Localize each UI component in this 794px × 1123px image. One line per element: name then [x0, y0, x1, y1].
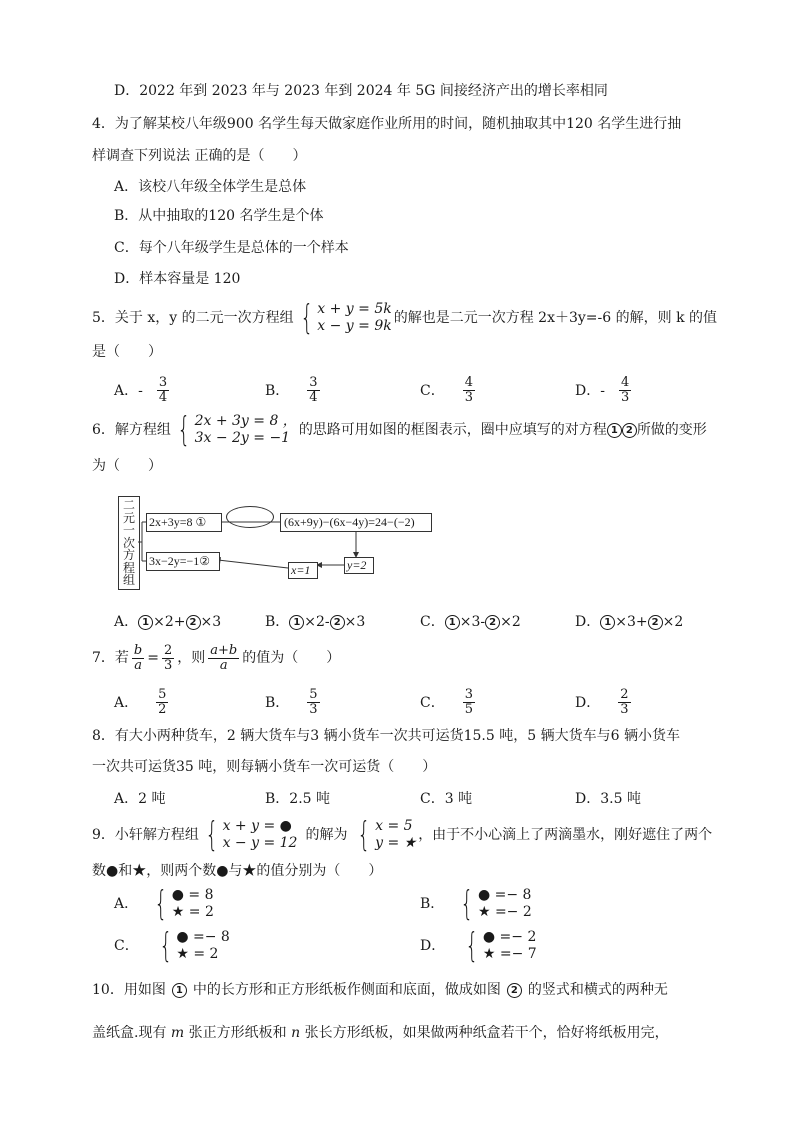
- q8-option-c[interactable]: C．3 吨: [420, 791, 473, 807]
- brace-icon: {: [177, 410, 191, 450]
- q9-option-a-system: [150, 884, 214, 924]
- q6-stem-line1: [92, 411, 707, 449]
- q7-post: 的值为（ ）: [242, 650, 341, 666]
- q10-var-m: m: [170, 1025, 185, 1041]
- circled-two-icon: 2: [485, 615, 500, 630]
- diagram-ellipse: [226, 506, 274, 528]
- q9-solution: [353, 815, 417, 855]
- q6-stem-line2: 为（ ）: [92, 458, 162, 474]
- q9-option-a-label: A．: [114, 896, 139, 912]
- fraction-numerator: a+b: [210, 642, 238, 658]
- fraction-denominator: 5: [464, 702, 473, 717]
- operator: ×2: [662, 614, 684, 630]
- q7-fraction-b-over-a: [132, 644, 144, 673]
- fraction-numerator: 3: [158, 375, 168, 390]
- q6-option-a[interactable]: [114, 613, 221, 631]
- q4-option-a[interactable]: A．该校八年级全体学生是总体: [114, 179, 307, 195]
- q5-pre: 5．关于 x，y 的二元一次方程组: [92, 310, 294, 326]
- fraction-numerator: 2: [163, 642, 173, 658]
- q7-fraction-two-thirds: [162, 644, 174, 673]
- q9-eq2: x − y = 12: [222, 835, 298, 851]
- q9-sol-x: x = 5: [375, 818, 413, 834]
- brace-icon: {: [357, 815, 371, 855]
- q8-option-a[interactable]: A．2 吨: [114, 791, 166, 807]
- fraction-numerator: 5: [309, 687, 318, 702]
- brace-icon: {: [159, 926, 173, 966]
- q9-option-c-row2: ★ = 2: [176, 946, 219, 962]
- diagram-connectors: [114, 492, 444, 592]
- q5-option-c-label: C．: [420, 382, 445, 399]
- q9-option-d[interactable]: [420, 926, 539, 966]
- q4-option-b[interactable]: B．从中抽取的120 名学生是个体: [114, 208, 324, 224]
- q7-pre: 7．若: [92, 650, 129, 666]
- q4-stem-line1: 4．为了解某校八年级900 名学生每天做家庭作业所用的时间，随机抽取其中120 名学生进行抽: [92, 116, 682, 132]
- fraction-denominator: 3: [464, 390, 473, 405]
- q10-stem-line1: [92, 981, 668, 999]
- q6-flow-diagram: [114, 492, 444, 592]
- q6-option-b-label: B．: [265, 614, 290, 630]
- fraction-numerator: 5: [158, 687, 167, 702]
- q8-stem-line1: 8．有大小两种货车，2 辆大货车与3 辆小货车一次共可运货15.5 吨，5 辆大货车与6 辆小货车: [92, 728, 680, 744]
- q9-system: [201, 815, 298, 855]
- q4-stem-line2: 样调查下列说法 正确的是（ ）: [92, 148, 307, 164]
- q5-option-c[interactable]: [420, 376, 478, 405]
- q9-pre: 9．小轩解方程组: [92, 827, 199, 843]
- q5-stem-line2: 是（ ）: [92, 344, 162, 360]
- fraction-numerator: 4: [464, 375, 473, 390]
- q8-option-d[interactable]: D．3.5 吨: [575, 791, 641, 807]
- operator: ×3+: [615, 614, 648, 630]
- q9-stem-line1: [92, 815, 712, 855]
- q3-option-d[interactable]: D．2022 年到 2023 年与 2023 年到 2024 年 5G 间接经济产出的增长率相同: [114, 83, 608, 99]
- side-char: 二: [122, 498, 135, 513]
- fraction-numerator: 3: [464, 687, 473, 702]
- fraction-denominator: 4: [158, 390, 168, 405]
- fraction-numerator: b: [133, 642, 143, 658]
- operator: ×3: [200, 614, 222, 630]
- q8-option-b[interactable]: B．2.5 吨: [265, 791, 331, 807]
- q7-option-d-label: D．: [575, 694, 601, 711]
- operator: ×3: [344, 614, 366, 630]
- q9-option-d-label: D．: [420, 938, 446, 954]
- q5-option-d[interactable]: [575, 376, 634, 405]
- q6-pre: 6．解方程组: [92, 422, 171, 438]
- q9-option-b[interactable]: [420, 884, 534, 924]
- q5-option-b[interactable]: [265, 376, 323, 405]
- q10-line2-b: 张正方形纸板和: [184, 1025, 292, 1041]
- q10-line2-c: 张长方形纸板，如果做两种纸盒若干个，恰好将纸板用完，: [300, 1025, 669, 1041]
- circled-one-icon: 1: [600, 615, 615, 630]
- q9-option-a[interactable]: [114, 884, 216, 924]
- operator: ×2+: [153, 614, 186, 630]
- q7-option-c[interactable]: [420, 688, 478, 717]
- fraction-denominator: 2: [158, 702, 167, 717]
- q5-stem-line1: [92, 299, 717, 337]
- brace-icon: {: [460, 884, 474, 924]
- brace-icon: {: [154, 884, 168, 924]
- fraction-numerator: 4: [620, 375, 630, 390]
- q7-option-c-fraction: [463, 688, 475, 717]
- q9-option-b-row1: ● =− 8: [477, 887, 532, 903]
- q6-option-d[interactable]: [575, 613, 683, 631]
- q9-eq1: x + y = ●: [222, 818, 292, 834]
- circled-two-icon: 2: [648, 615, 663, 630]
- q5-option-a-fraction: [157, 376, 169, 405]
- q9-option-b-label: B．: [420, 896, 445, 912]
- q10-mid1: 中的长方形和正方形纸板作侧面和底面，做成如图: [192, 982, 501, 998]
- circled-two-icon: 2: [507, 983, 522, 998]
- circled-two-icon: 2: [186, 615, 201, 630]
- fraction-denominator: a: [219, 657, 228, 673]
- q9-post: ，由于不小心滴上了两滴墨水，刚好遮住了两个: [418, 827, 713, 843]
- q5-option-c-fraction: [463, 376, 475, 405]
- diagram-box-y: y=2: [344, 557, 374, 574]
- q5-option-a-label: A．-: [114, 382, 143, 399]
- q9-option-b-row2: ★ =− 2: [477, 904, 532, 920]
- q7-stem: [92, 641, 340, 675]
- q7-option-a-fraction: [156, 688, 168, 717]
- q6-eq1: 2x + 3y = 8 ，: [194, 413, 297, 429]
- q6-post2: 所做的变形: [636, 422, 707, 438]
- q9-option-c-row1: ● =− 8: [176, 929, 230, 945]
- q5-option-b-label: B．: [265, 382, 290, 399]
- q5-option-a[interactable]: [114, 376, 172, 405]
- diagram-box-x: x=1: [288, 562, 318, 579]
- fraction-denominator: 3: [309, 702, 318, 717]
- q9-option-d-row1: ● =− 2: [482, 929, 537, 945]
- q6-option-c-label: C．: [420, 614, 445, 630]
- q5-option-d-label: D．-: [575, 382, 605, 399]
- q6-system: [173, 410, 297, 450]
- q10-line2-a: 盖纸盒.现有: [92, 1025, 171, 1041]
- side-char: 程: [122, 560, 135, 575]
- brace-icon: {: [205, 815, 219, 855]
- circled-one-icon: 1: [172, 983, 187, 998]
- q10-post1: 的竖式和横式的两种无: [527, 982, 668, 998]
- q6-post: 的思路可用如图的框图表示，圈中应填写的对方程: [298, 422, 607, 438]
- fraction-denominator: 3: [620, 390, 630, 405]
- side-char: 次: [122, 535, 135, 550]
- operator: ×2-: [304, 614, 330, 630]
- circled-one-icon: 1: [445, 615, 460, 630]
- q9-option-b-system: [456, 884, 532, 924]
- circled-one-icon: 1: [607, 423, 622, 438]
- circled-two-icon: 2: [622, 423, 637, 438]
- q8-stem-line2: 一次共可运货35 吨，则每辆小货车一次可运货（ ）: [92, 759, 437, 775]
- side-char: 方: [122, 548, 135, 563]
- q5-option-d-fraction: [619, 376, 631, 405]
- q9-option-c-system: [155, 926, 230, 966]
- fraction-denominator: a: [134, 657, 142, 673]
- q9-option-c-label: C．: [114, 938, 139, 954]
- fraction-denominator: 4: [309, 390, 318, 405]
- q10-pre: 10．用如图: [92, 982, 166, 998]
- q6-eq2: 3x − 2y = −1: [194, 430, 291, 446]
- side-char: 一: [122, 523, 135, 538]
- q5-post: 的解也是二元一次方程 2x＋3y=-6 的解，则 k 的值: [393, 310, 718, 326]
- q7-option-b-fraction: [307, 688, 319, 717]
- q7-option-a-label: A．: [114, 694, 139, 711]
- q7-option-a[interactable]: [114, 688, 171, 717]
- q5-option-b-fraction: [307, 376, 319, 405]
- q9-option-c[interactable]: [114, 926, 232, 966]
- fraction-numerator: 3: [309, 375, 318, 390]
- q9-option-a-row2: ★ = 2: [171, 904, 214, 920]
- q4-option-d[interactable]: D．样本容量是 120: [114, 271, 241, 287]
- q6-option-c[interactable]: [420, 613, 521, 631]
- operator: ×3-: [459, 614, 486, 630]
- q7-option-b-label: B．: [265, 694, 290, 711]
- fraction-denominator: 3: [163, 657, 173, 673]
- q7-option-d[interactable]: [575, 688, 634, 717]
- q4-option-c[interactable]: C．每个八年级学生是总体的一个样本: [114, 240, 349, 256]
- side-char: 元: [122, 510, 135, 525]
- q6-option-a-label: A．: [114, 614, 139, 630]
- circled-two-icon: 2: [330, 615, 345, 630]
- q10-stem-line2: [92, 1024, 669, 1042]
- q7-equals: =: [147, 650, 159, 666]
- q9-option-d-system: [461, 926, 537, 966]
- circled-one-icon: 1: [138, 615, 153, 630]
- q9-stem-line2: 数●和★，则两个数●与★的值分别为（ ）: [92, 863, 383, 879]
- q6-option-d-label: D．: [575, 614, 601, 630]
- operator: ×2: [500, 614, 521, 630]
- q5-eq1: x + y = 5k: [317, 301, 392, 317]
- q9-option-d-row2: ★ =− 7: [482, 946, 537, 962]
- brace-icon: {: [465, 926, 479, 966]
- side-char: 组: [122, 573, 135, 588]
- fraction-numerator: 2: [620, 687, 629, 702]
- q7-option-c-label: C．: [420, 694, 445, 711]
- brace-icon: {: [299, 298, 313, 338]
- q7-option-b[interactable]: [265, 688, 323, 717]
- q9-mid: 的解为: [305, 827, 348, 843]
- q7-option-d-fraction: [618, 688, 630, 717]
- q7-mid: ，则: [177, 650, 206, 666]
- q5-eq2: x − y = 9k: [317, 318, 392, 334]
- diagram-box-equation1: 2x+3y=8 ①: [146, 513, 222, 532]
- q10-var-n: n: [291, 1025, 301, 1041]
- q6-option-b[interactable]: [265, 613, 365, 631]
- diagram-box-equation2: 3x−2y=−1②: [146, 552, 220, 571]
- diagram-box-subtraction: (6x+9y)−(6x−4y)=24−(−2): [280, 513, 432, 532]
- circled-one-icon: 1: [289, 615, 304, 630]
- fraction-denominator: 3: [620, 702, 629, 717]
- q5-system: [296, 298, 392, 338]
- q9-option-a-row1: ● = 8: [171, 887, 214, 903]
- q9-sol-y: y = ★: [375, 835, 417, 851]
- q7-fraction-a-plus-b-over-a: [208, 644, 239, 673]
